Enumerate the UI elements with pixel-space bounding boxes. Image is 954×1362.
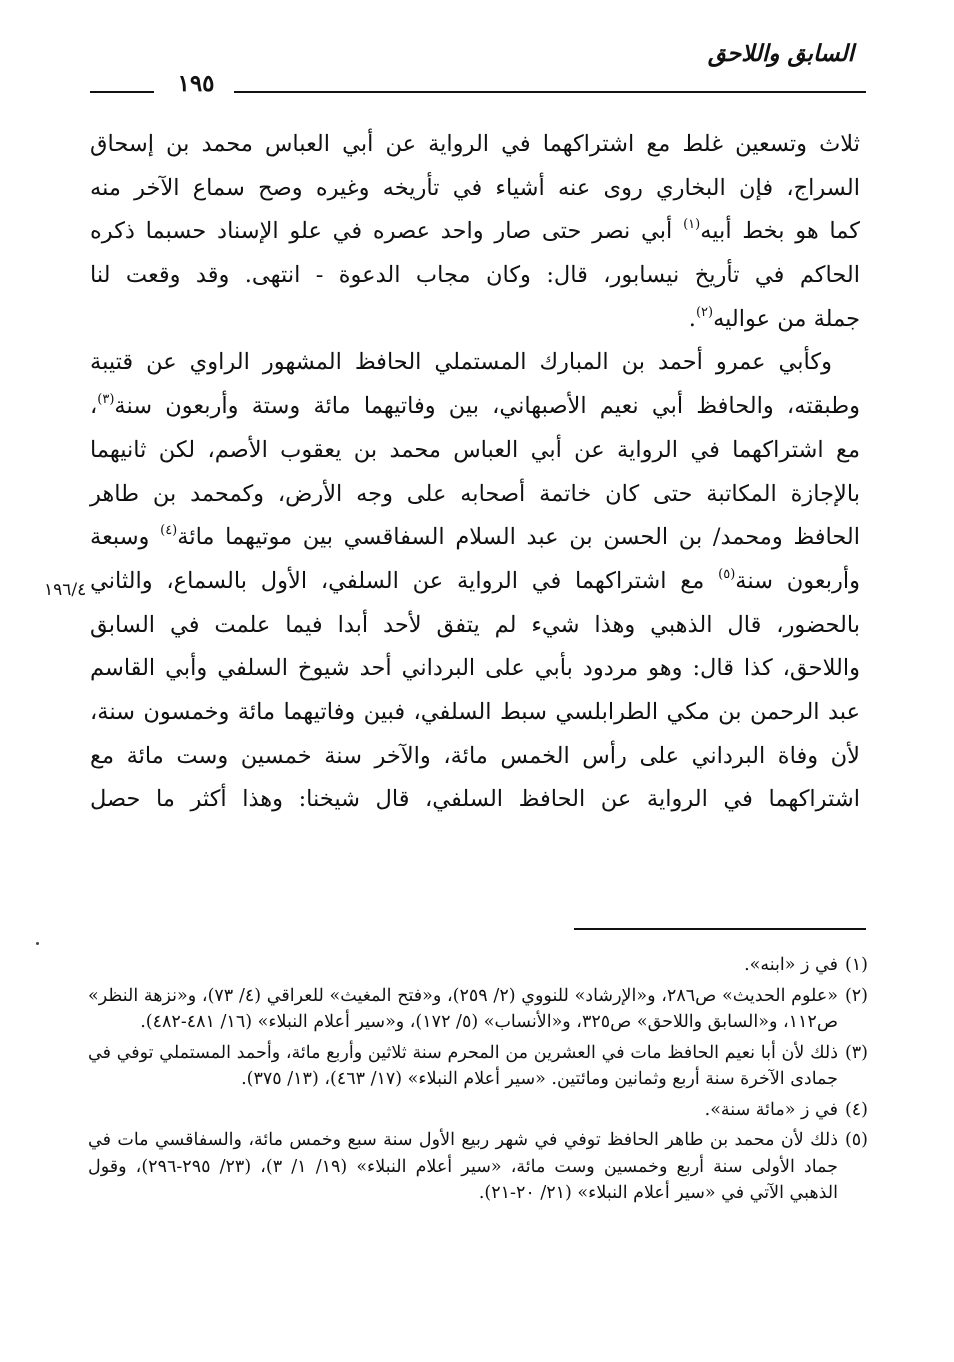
text-line: لأن وفاة البرداني على رأس الخمس مائة، والآخر سنة خمسين وست مائة مع [90,742,860,769]
footnote [88,1127,868,1207]
footnote-marker: (٥) [718,566,736,582]
header-rule-left [90,91,154,93]
footnote-text: في ز «مائة سنة». [704,1099,838,1120]
text-line: ثلاث وتسعين غلط مع اشتراكهما في الرواية عن أبي العباس محمد بن إسحاق [90,131,860,157]
footnote-separator [574,928,866,930]
text-line: جملة من عواليه$^{(٢)}$. [688,304,860,332]
running-title: السابق واللاحق [707,40,854,67]
footnote-marker: (١) [683,217,701,233]
text-line: بالإجازة المكاتبة حتى كان خاتمة أصحابه على وجه الأرض، وكمحمد بن طاهر [90,480,860,507]
footnote-text: ذلك لأن أبا نعيم الحافظ مات في العشرين من المحرم سنة ثلاثين وأربع مائة، وأحمد المستملي توفي في جمادى الآخرة سنة أربع وثمانين ومائتين. «سير أعلام النبلاء» (١٧/ ٤٦٣)، (١٣/ ٣٧٥). [88,1042,838,1089]
footnote-marker: (٢) [695,304,714,320]
text-line: الحافظ ومحمد/ بن الحسن بن عبد السلام السفاقسي بين موتيهما مائة$^{(٤)}$ وسبعة [90,523,860,551]
footnote-text: في ز «ابنه». [744,955,838,975]
footnote-number: (٢) [844,985,868,1006]
footnote-text: ذلك لأن محمد بن طاهر الحافظ توفي في شهر ربيع الأول سنة سبع وخمس مائة، والسفاقسي مات في جماد الأولى سنة أربع وخمسين وست مائة، «سير أعلام النبلاء» (١٩/ ١/ ٣)، (٢٣/ ٢٩٥-٢٩٦)، وقول الذهبي الآتي في «سير أعلام النبلاء» (٢١/ ٢٠-٢١). [88,1130,838,1203]
footnotes [88,952,868,1211]
text-line: الحاكم في تأريخ نيسابور، قال: وكان مجاب الدعوة - انتهى. وقد وقعت لنا [90,262,860,289]
text-line: السراج، فإن البخاري روى عنه أشياء في تأريخه وغيره وصح سماع الآخر منه [90,174,860,201]
footnote-number: (٥) [844,1130,868,1150]
page-number: ١٩٥ [177,70,215,97]
text-line: اشتراكهما في الرواية عن الحافظ السلفي، قال شيخنا: وهذا أكثر ما حصل [90,786,860,813]
footnote-number: (٤) [844,1099,868,1120]
footnote [88,1097,868,1124]
text-line: واللاحق، كذا قال: وهو مردود بأبي على البرداني أحد شيوخ السلفي وأبي القاسم [90,655,860,682]
main-text [90,123,860,822]
margin-reference: ١٩٦/٤ [44,580,87,600]
footnote-text: «علوم الحديث» ص٢٨٦، و«الإرشاد» للنووي (٢/ ٢٥٩)، و«فتح المغيث» للعراقي (٤/ ٧٣)، و«نزهة النظر» ص١١٢، و«السابق واللاحق» ص٣٢٥، و«الأنساب» (٥/ ١٧٢)، و«سير أعلام النبلاء» (١٦/ ٤٨١-٤٨٢). [88,985,838,1032]
footnote-marker: (٤) [160,523,178,539]
footnote [88,983,868,1036]
text-line: بالحضور، قال الذهبي وهذا شيء لم يتفق لأحد أبدا فيما علمت في السابق [90,611,860,638]
text-line: مع اشتراكهما في الرواية عن أبي العباس محمد بن يعقوب الأصم، لكن ثانيهما [90,436,860,463]
text-line: عبد الرحمن بن مكي الطرابلسي سبط السلفي، فبين وفاتيهما مائة وخمسون سنة، [90,698,860,725]
footnote [88,1040,868,1093]
text-line: كما هو بخط أبيه$^{(١)}$ أبي نصر حتى صار واحد عصره في علو الإسناد حسبما ذكره [90,217,861,245]
scan-speck [36,942,39,945]
text-line: وكأبي عمرو أحمد بن المبارك المستملي الحافظ المشهور الراوي عن قتيبة [90,349,832,376]
footnote [88,952,868,979]
text-line: وأربعون سنة$^{(٥)}$ مع اشتراكهما في الرواية عن السلفي، الأول بالسماع، والثاني [90,566,860,594]
footnote-number: (١) [844,955,868,975]
footnote-number: (٣) [844,1042,868,1063]
header-rule [234,91,866,93]
text-line: وطبقته، والحافظ أبي نعيم الأصبهاني، بين وفاتيهما مائة وستة وأربعون سنة$^{(٣)}$، [90,392,860,420]
footnote-marker: (٣) [97,392,115,408]
